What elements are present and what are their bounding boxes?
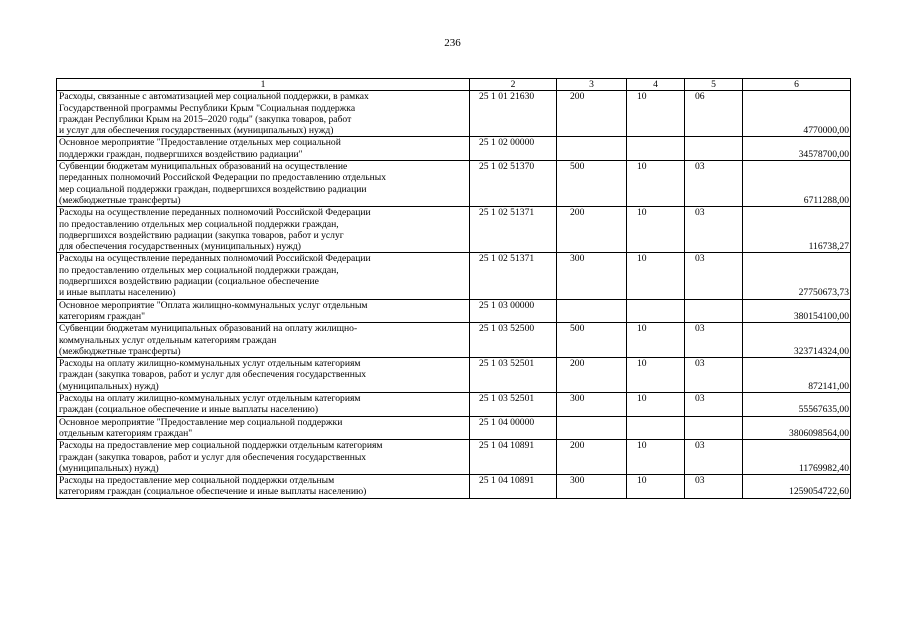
description-line: Основное мероприятие "Предоставление мер социальной поддержки [59,416,343,428]
amount: 6711288,00 [743,161,851,207]
table-row [57,207,851,253]
row-description [57,299,470,323]
target-article-code: 25 1 02 51370 [470,161,557,207]
section: 10 [627,440,685,475]
amount: 872141,00 [743,358,851,393]
row-description [57,416,470,440]
row-description [57,91,470,137]
section: 10 [627,91,685,137]
expense-type: 300 [557,253,627,299]
amount: 55567635,00 [743,393,851,417]
expense-type: 300 [557,475,627,499]
target-article-code: 25 1 03 52500 [470,323,557,358]
expense-type [557,416,627,440]
section: 10 [627,161,685,207]
expense-type: 200 [557,440,627,475]
expense-type: 200 [557,91,627,137]
subsection: 03 [685,393,743,417]
row-description [57,161,470,207]
target-article-code: 25 1 02 00000 [470,137,557,161]
section: 10 [627,207,685,253]
amount: 1259054722,60 [743,475,851,499]
header-col-1: 1 [57,79,470,91]
column-number-header [57,79,851,91]
description-line: (межбюджетные трансферты) [59,345,181,357]
expense-type: 200 [557,358,627,393]
table-row [57,393,851,417]
description-line: по предоставлению отдельных мер социальной поддержки граждан, [59,264,339,276]
header-col-6: 6 [743,79,851,91]
description-line: граждан (закупка товаров, работ и услуг для обеспечения государственных [59,369,367,381]
description-line: подвергшихся воздействию радиации (закупка товаров, работ и услуг [59,229,344,241]
description-line: категориям граждан" [59,310,146,322]
subsection: 03 [685,475,743,499]
expense-type [557,299,627,323]
section [627,416,685,440]
table-row [57,358,851,393]
expense-type [557,137,627,161]
row-description [57,393,470,417]
row-description [57,137,470,161]
description-line: для обеспечения государственных (муниципальных) нужд) [59,241,301,253]
table-row [57,253,851,299]
header-col-4: 4 [627,79,685,91]
description-line: граждан (закупка товаров, работ и услуг для обеспечения государственных [59,451,367,463]
table-row [57,323,851,358]
description-line: (межбюджетные трансферты) [59,194,181,206]
expense-type: 200 [557,207,627,253]
description-line: граждан Республики Крым на 2015–2020 годы" (закупка товаров, работ [59,113,352,125]
target-article-code: 25 1 03 00000 [470,299,557,323]
amount: 116738,27 [743,207,851,253]
table-row [57,161,851,207]
description-line: поддержки граждан, подвергшихся воздействию радиации" [59,148,303,160]
description-line: Расходы на предоставление мер социальной поддержки отдельным [59,475,335,487]
description-line: Государственной программы Республики Крым "Социальная поддержка [59,102,356,114]
description-line: (муниципальных) нужд) [59,462,159,474]
subsection: 06 [685,91,743,137]
subsection: 03 [685,253,743,299]
expense-type: 300 [557,393,627,417]
section: 10 [627,393,685,417]
subsection: 03 [685,161,743,207]
subsection: 03 [685,440,743,475]
row-description [57,358,470,393]
subsection [685,416,743,440]
description-line: категориям граждан (социальное обеспечение и иные выплаты населению) [59,486,367,498]
target-article-code: 25 1 04 10891 [470,440,557,475]
target-article-code: 25 1 03 52501 [470,393,557,417]
description-line: коммунальных услуг отдельным категориям граждан [59,334,277,346]
description-line: Субвенции бюджетам муниципальных образований на осуществление [59,161,348,173]
amount: 3806098564,00 [743,416,851,440]
description-line: Основное мероприятие "Предоставление отдельных мер социальной [59,137,341,149]
expense-type: 500 [557,323,627,358]
description-line: отдельным категориям граждан" [59,427,193,439]
table-row [57,137,851,161]
budget-table [56,78,851,499]
row-description [57,440,470,475]
description-line: Расходы на осуществление переданных полномочий Российской Федерации [59,253,371,265]
table-body [57,91,851,498]
target-article-code: 25 1 02 51371 [470,253,557,299]
target-article-code: 25 1 04 10891 [470,475,557,499]
header-col-5: 5 [685,79,743,91]
section [627,137,685,161]
description-line: по предоставлению отдельных мер социальной поддержки граждан, [59,218,339,230]
section: 10 [627,358,685,393]
expense-type: 500 [557,161,627,207]
description-line: Расходы на оплату жилищно-коммунальных услуг отдельным категориям [59,358,361,370]
amount: 27750673,73 [743,253,851,299]
amount: 4770000,00 [743,91,851,137]
header-col-3: 3 [557,79,627,91]
description-line: мер социальной поддержки граждан, подвергшихся воздействию радиации [59,183,367,195]
section [627,299,685,323]
row-description [57,253,470,299]
description-line: Расходы на осуществление переданных полномочий Российской Федерации [59,207,371,219]
target-article-code: 25 1 02 51371 [470,207,557,253]
row-description [57,207,470,253]
section: 10 [627,475,685,499]
subsection: 03 [685,358,743,393]
subsection: 03 [685,207,743,253]
header-col-2: 2 [470,79,557,91]
section: 10 [627,253,685,299]
amount: 34578700,00 [743,137,851,161]
subsection [685,137,743,161]
description-line: Расходы, связанные с автоматизацией мер социальной поддержки, в рамках [59,91,369,103]
description-line: Расходы на предоставление мер социальной поддержки отдельным категориям [59,440,383,452]
subsection [685,299,743,323]
row-description [57,475,470,499]
amount: 11769982,40 [743,440,851,475]
page-number: 236 [444,37,461,49]
section: 10 [627,323,685,358]
target-article-code: 25 1 01 21630 [470,91,557,137]
target-article-code: 25 1 04 00000 [470,416,557,440]
target-article-code: 25 1 03 52501 [470,358,557,393]
amount: 323714324,00 [743,323,851,358]
table-row [57,475,851,499]
description-line: подвергшихся воздействию радиации (социальное обеспечение [59,276,319,288]
description-line: и услуг для обеспечения государственных (муниципальных) нужд) [59,125,334,137]
table-row [57,91,851,137]
amount: 380154100,00 [743,299,851,323]
description-line: (муниципальных) нужд) [59,380,159,392]
description-line: Расходы на оплату жилищно-коммунальных услуг отдельным категориям [59,393,361,405]
description-line: переданных полномочий Российской Федерации по предоставлению отдельных [59,172,387,184]
table-row [57,440,851,475]
table-row [57,416,851,440]
description-line: и иные выплаты населению) [59,287,176,299]
description-line: Основное мероприятие "Оплата жилищно-коммунальных услуг отдельным [59,299,368,311]
row-description [57,323,470,358]
description-line: граждан (социальное обеспечение и иные выплаты населению) [59,404,319,416]
subsection: 03 [685,323,743,358]
description-line: Субвенции бюджетам муниципальных образований на оплату жилищно- [59,323,358,335]
table-row [57,299,851,323]
